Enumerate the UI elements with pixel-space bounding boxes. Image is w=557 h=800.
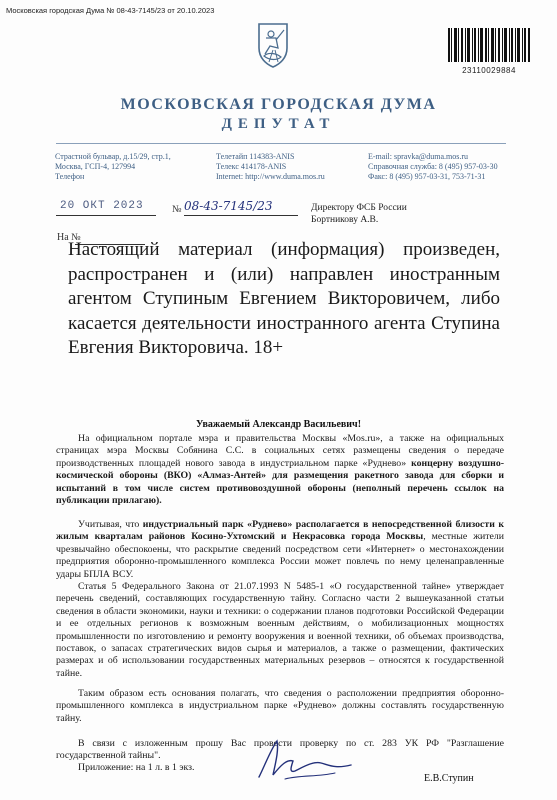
paragraph-text: В связи с изложенным прошу Вас провести проверку по ст. 283 УК РФ "Разглашение государственной тайны". [56,738,504,762]
addressee-line: Бортникову А.В. [311,215,379,225]
barcode-icon [448,28,530,62]
contacts-line: E-mail: spravka@duma.mos.ru [368,152,469,161]
contacts-line: Москва, ГСП-4, 127994 [55,162,136,171]
contacts-line: Справочная служба: 8 (495) 957-03-30 [368,162,498,171]
paragraph-1 [56,433,504,507]
contacts-email [368,152,498,182]
paragraph-2 [56,519,504,581]
paragraph-text: , местные жители чрезвычайно обеспокоены, что раскрытие сведений посредством сети «Интернет» о местонахождении предприятия оборонно-промышленного комплекса России может повлечь по нему целенаправленные удары БПЛА ВСУ. [56,531,505,580]
contacts-line: Телетайп 114383-ANIS [216,152,295,161]
paragraph-bold-text: индустриальный парк «Руднево» располагается в непосредственной близости к жилым кварталам районов Косино-Ухтомский и Некрасовка города Москвы [56,519,504,543]
foreign-agent-notice: Настоящий материал (информация) произведен, распространен и (или) направлен иностранным агентом Ступиным Евгением Викторовичем, либо касается деятельности иностранного агента Ступина Евгения Викторовича. 18+ [68,239,500,358]
paragraph-bold-text: концерну воздушно-космической обороны (ВКО) «Алмаз-Антей» для размещения ракетного завода для сборки и испытаний в том числе систем противовоздушной обороны (неполный перечень ссылок на публикации прилагаю). [56,457,504,507]
paragraph-text: Таким образом есть основания полагать, что сведения о расположении предприятия оборонно-промышленного комплекса в индустриальном парке «Руднево» должны составлять государственную тайну. [56,688,504,724]
contacts-line: Internet: http://www.duma.mos.ru [216,172,325,181]
org-name: МОСКОВСКАЯ ГОРОДСКАЯ ДУМА [120,96,437,113]
handwritten-signature-icon [255,735,355,785]
number-label: № [172,204,182,215]
addressee-block [311,202,407,226]
paragraph-text: Статья 5 Федерального Закона от 21.07.1993 N 5485-1 «О государственной тайне» утверждает перечень сведений, составляющих государственную тайну. Согласно части 2 вышеуказанной статьи сведения в области экономики, науки и техники: о содержании планов подготовки Российской Федерации и ее отдельных регионов к возможным военным действиям, о мобилизационных мощностях промышленности по изготовлению и ремонту вооружения и военной техники, об объемах производства, поставок, о запасах стратегических видов сырья и материалов, а также о размещении, фактических размерах и об использовании государственных материальных резервов – относятся к государственной тайне. [56,581,504,679]
date-stamp: 20 ОКТ 2023 [60,200,144,212]
number-underline [184,215,298,216]
date-underline [56,215,156,216]
contacts-line: Телекс 414178-ANIS [216,162,287,171]
addressee-line: Директору ФСБ России [311,203,407,213]
greeting: Уважаемый Александр Васильевич! [195,419,362,430]
registration-header: Московская городская Дума № 08-43-7145/23 от 20.10.2023 [6,6,215,15]
paragraph-3 [56,581,504,680]
header-divider [56,143,506,144]
contacts-address [55,152,171,182]
paragraph-text: Учитывая, что [78,519,143,530]
reply-to-label: На № [57,232,81,243]
contacts-teletype [216,152,325,182]
moscow-coat-of-arms-icon [256,22,290,68]
contacts-line: Факс: 8 (495) 957-03-31, 753-71-31 [368,172,486,181]
contacts-line: Телефон [55,172,85,181]
attachment-note: Приложение: на 1 л. в 1 экз. [78,762,195,773]
barcode-number: 23110029884 [462,66,516,75]
paragraph-text: На официальном портале мэра и правительства Москвы «Mos.ru», а также на официальных страницах мэра Москвы Собянина С.С. в социальных сетях размещены сведения о передаче производственных площадей нового завода в индустриальном парке «Руднево» [56,433,504,469]
signer-name: Е.В.Ступин [424,773,474,784]
org-role: ДЕПУТАТ [221,116,336,132]
paragraph-4 [56,688,504,725]
handwritten-number: 08-43-7145/23 [184,199,273,213]
contacts-line: Страстной бульвар, д.15/29, стр.1, [55,152,171,161]
